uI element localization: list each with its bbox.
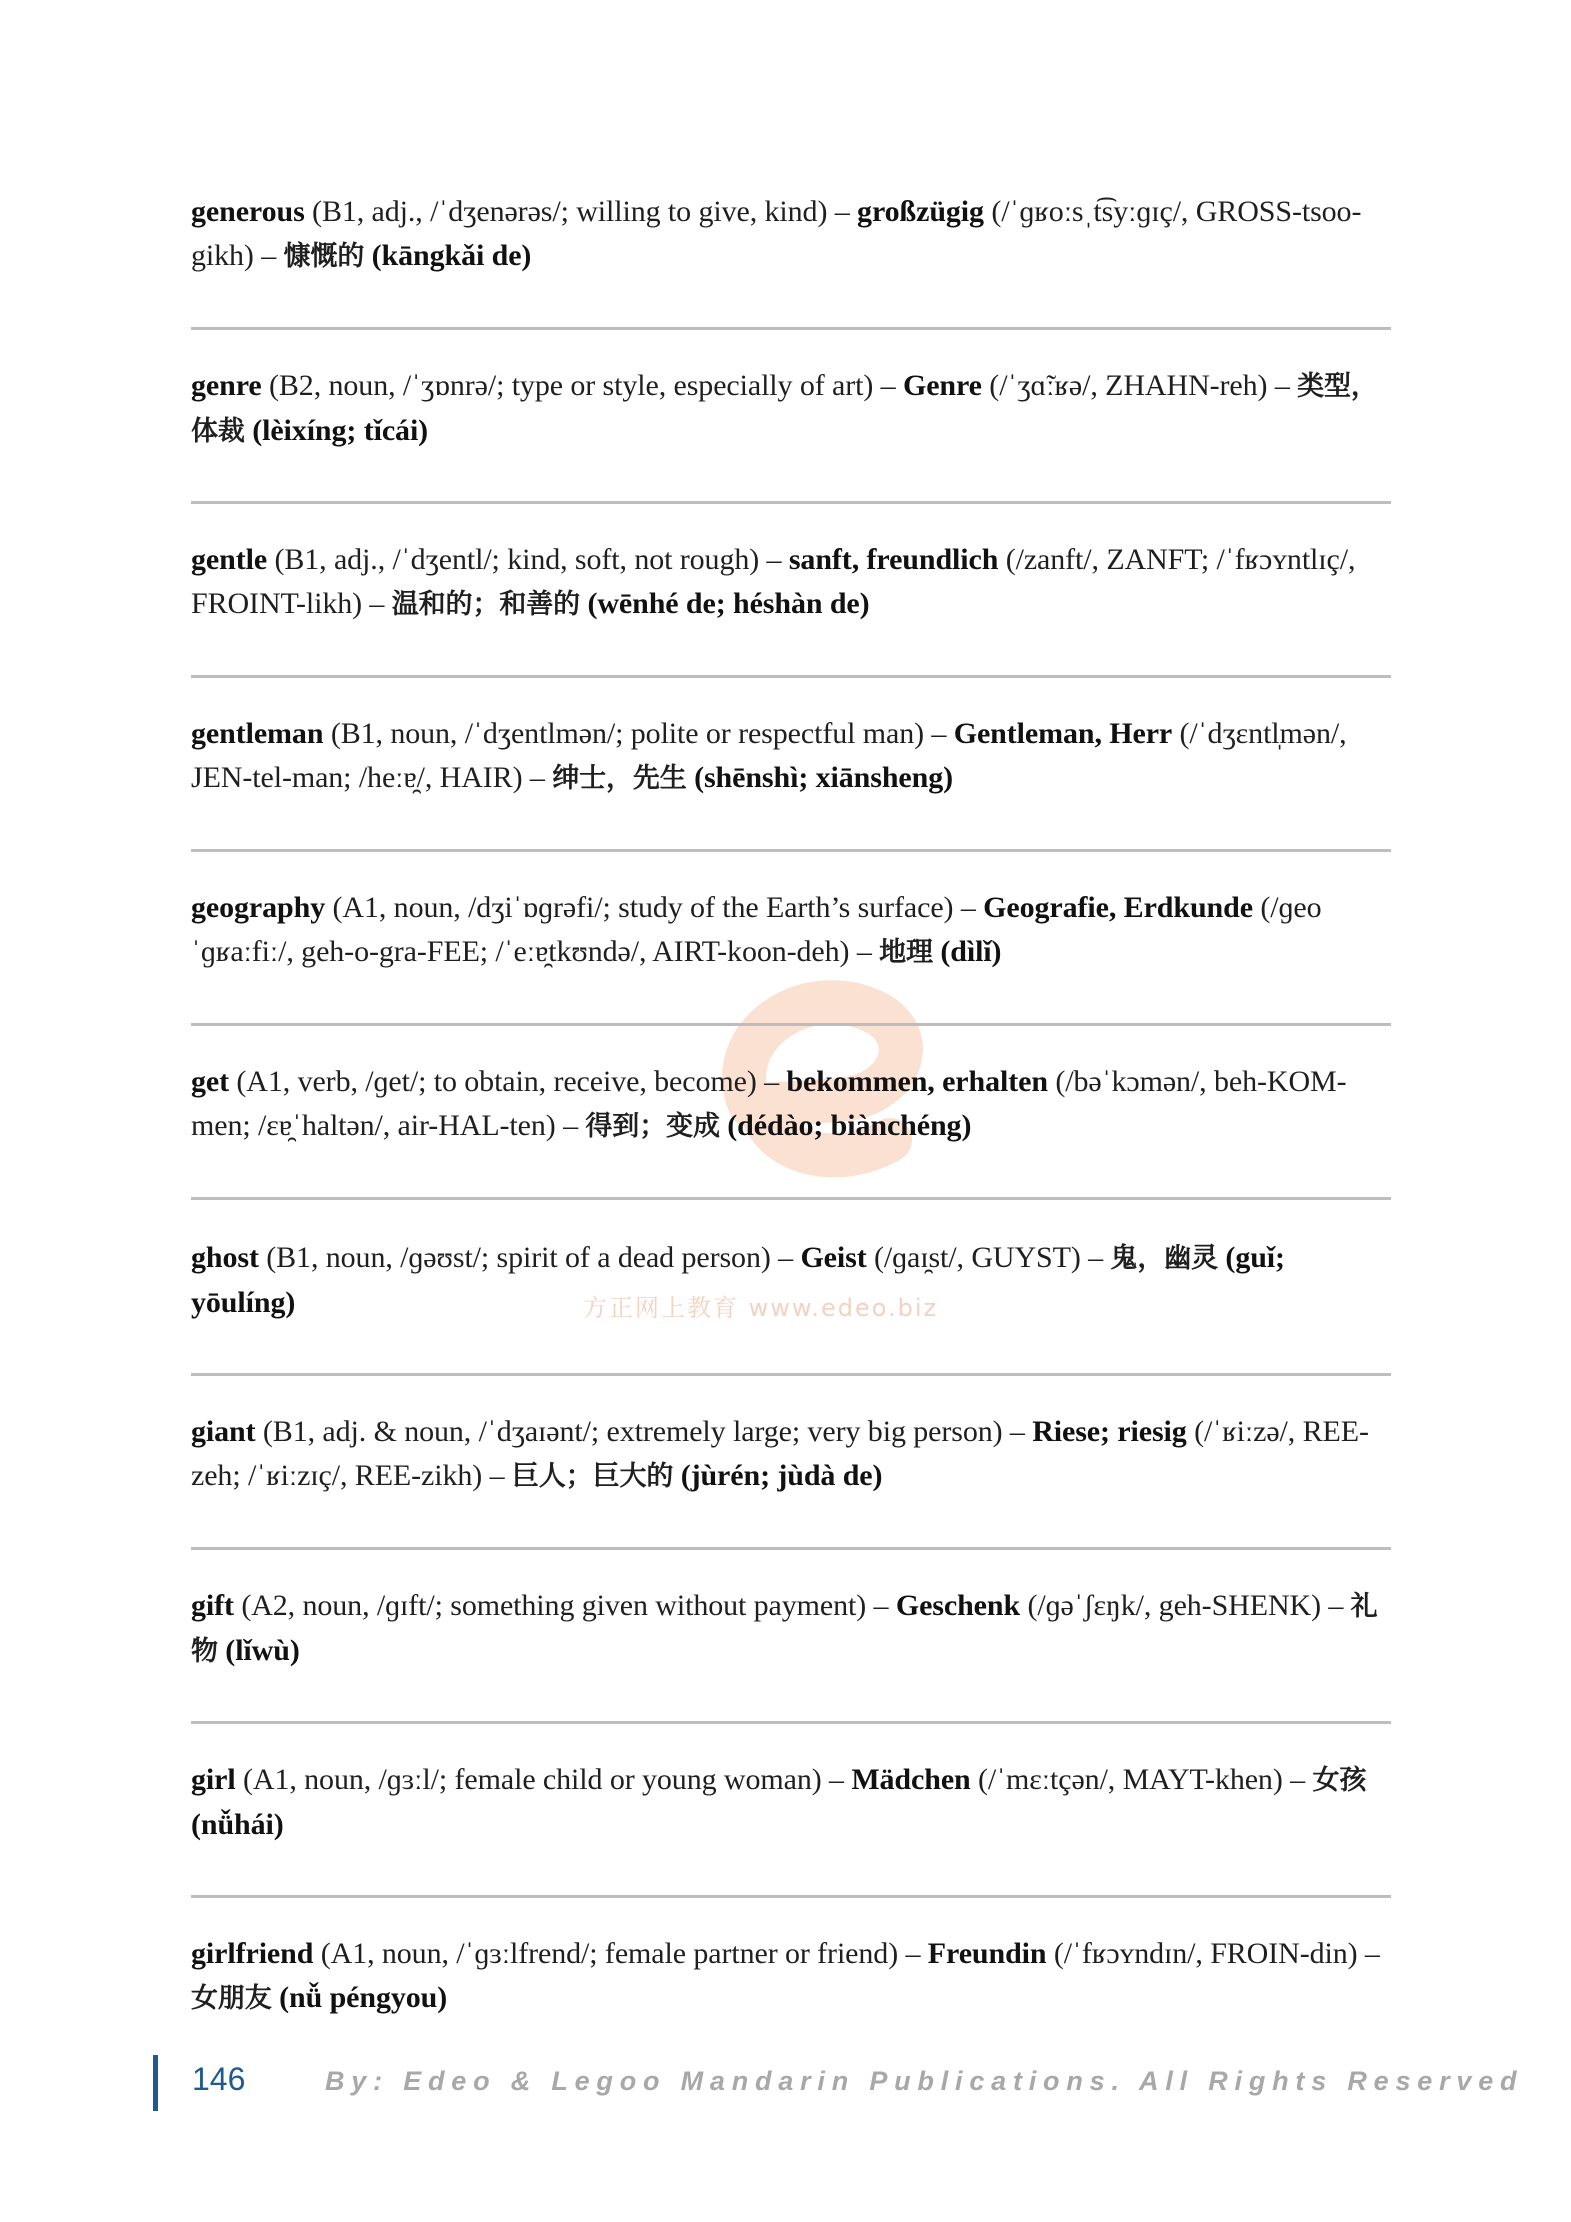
chinese-word: 女孩 (1312, 1765, 1367, 1796)
german-word: Genre (902, 369, 982, 402)
entry-divider (191, 1721, 1391, 1724)
chinese-word: 礼物 (191, 1591, 1378, 1667)
dictionary-entry (191, 1236, 1391, 1325)
entry-info: (B1, noun, /ɡəʊst/; spirit of a dead person) – (258, 1241, 801, 1274)
entry-info: (A2, noun, /ɡɪft/; something given without payment) – (233, 1589, 896, 1622)
english-word: gentle (191, 543, 268, 576)
german-word: sanft, freundlich (788, 543, 999, 576)
entry-divider (191, 327, 1391, 330)
english-word: giant (191, 1415, 256, 1448)
pinyin: (jùrén; jùdà de) (673, 1459, 883, 1492)
dictionary-entry (191, 1932, 1391, 2021)
chinese-word: 类型，体裁 (191, 371, 1378, 447)
german-pronunciation: (/ɡəˈʃɛŋk/, geh-SHENK) – (1020, 1589, 1351, 1622)
pinyin: (lèixíng; tǐcái) (244, 414, 429, 447)
german-word: großzügig (857, 195, 984, 228)
chinese-word: 温和的；和善的 (391, 589, 581, 620)
german-pronunciation: (/bəˈkɔmən/, beh-KOM-men; /ɛɐ̯ˈhaltən/, air-HAL-ten) – (191, 1065, 1347, 1142)
chinese-word: 地理 (879, 937, 933, 968)
entry-divider (191, 501, 1391, 504)
dictionary-entry (191, 364, 1391, 454)
entry-info: (B1, adj., /ˈdʒenərəs/; willing to give, kind) – (304, 195, 858, 228)
english-word: gentleman (191, 717, 324, 750)
german-word: Geschenk (895, 1589, 1021, 1622)
chinese-word: 女朋友 (191, 1983, 272, 2014)
german-word: Mädchen (851, 1763, 971, 1796)
german-word: Geografie, Erdkunde (983, 891, 1253, 924)
german-word: Riese; riesig (1032, 1415, 1187, 1448)
dictionary-entry (191, 190, 1391, 279)
german-pronunciation: (/ˈʒɑ̃ːʁə/, ZHAHN-reh) – (981, 369, 1298, 402)
pinyin: (nǚ péngyou) (271, 1981, 448, 2014)
pinyin: (dìlǐ) (932, 935, 1002, 968)
chinese-word: 巨人；巨大的 (511, 1461, 674, 1492)
entry-divider (191, 675, 1391, 678)
english-word: girlfriend (191, 1937, 314, 1970)
english-word: geography (191, 891, 326, 924)
dictionary-entry (191, 1410, 1391, 1499)
watermark-text: 方正网上教育 www.edeo.biz (583, 1294, 939, 1322)
german-pronunciation: (/ˈfʁɔʏndɪn/, FROIN-din) – (1046, 1937, 1380, 1970)
chinese-word: 得到；变成 (585, 1111, 720, 1142)
entry-divider (191, 1547, 1391, 1550)
german-pronunciation: (/ˈɡʁoːsˌt͡syːɡɪç/, GROSS-tsoo-gikh) – (191, 195, 1362, 272)
chinese-word: 鬼，幽灵 (1110, 1243, 1219, 1274)
english-word: genre (191, 369, 262, 402)
chinese-word: 慷慨的 (283, 241, 365, 272)
pinyin: (nǚhái) (191, 1808, 284, 1841)
german-pronunciation: (/zanft/, ZANFT; /ˈfʁɔʏntlɪç/, FROINT-likh) – (191, 543, 1356, 620)
pinyin: (wēnhé de; héshàn de) (580, 587, 870, 620)
footer-accent-bar (153, 2055, 158, 2111)
entry-info: (A1, noun, /ˈɡɜːlfrend/; female partner or friend) – (313, 1937, 928, 1970)
entry-info: (B1, noun, /ˈdʒentlmən/; polite or respectful man) – (323, 717, 954, 750)
english-word: ghost (191, 1241, 259, 1274)
german-pronunciation: (/ɡeoˈɡʁaːfiː/, geh-o-gra-FEE; /ˈeːɐ̯tkʊndə/, AIRT-koon-deh) – (191, 891, 1322, 968)
dictionary-entry (191, 886, 1391, 975)
english-word: girl (191, 1763, 236, 1796)
german-pronunciation: (/ˈdʒɛntl̩mən/, JEN-tel-man; /heːɐ̯/, HAIR) – (191, 717, 1347, 794)
dictionary-entry (191, 1584, 1391, 1674)
entry-divider (191, 849, 1391, 852)
german-pronunciation: (/ˈʁiːzə/, REE-zeh; /ˈʁiːzɪç/, REE-zikh) – (191, 1415, 1369, 1492)
dictionary-entry (191, 1060, 1391, 1149)
entry-info: (B2, noun, /ˈʒɒnrə/; type or style, especially of art) – (261, 369, 903, 402)
footer-copyright: By: Edeo & Legoo Mandarin Publications. All Rights Reserved (325, 2066, 1524, 2096)
german-pronunciation: (/ˈmɛːtçən/, MAYT-khen) – (970, 1763, 1313, 1796)
pinyin: (shēnshì; xiānsheng) (686, 761, 953, 794)
german-word: Geist (800, 1241, 867, 1274)
dictionary-entry (191, 712, 1391, 801)
entry-divider (191, 1373, 1391, 1376)
entry-divider (191, 1197, 1391, 1200)
english-word: gift (191, 1589, 234, 1622)
entry-divider (191, 1895, 1391, 1898)
dictionary-entry (191, 538, 1391, 627)
entry-info: (B1, adj., /ˈdʒentl/; kind, soft, not rough) – (267, 543, 789, 576)
pinyin: (dédào; biànchéng) (719, 1109, 972, 1142)
page-number: 146 (192, 2061, 246, 2097)
english-word: generous (191, 195, 305, 228)
german-pronunciation: (/ɡaɪ̯st/, GUYST) – (866, 1241, 1111, 1274)
german-word: Freundin (927, 1937, 1047, 1970)
chinese-word: 绅士，先生 (552, 763, 687, 794)
german-word: bekommen, erhalten (786, 1065, 1048, 1098)
dictionary-entry (191, 1758, 1391, 1847)
entry-info: (A1, noun, /ɡɜːl/; female child or young woman) – (235, 1763, 852, 1796)
entry-info: (A1, verb, /ɡet/; to obtain, receive, become) – (229, 1065, 787, 1098)
entry-info: (A1, noun, /dʒiˈɒɡrəfi/; study of the Earth’s surface) – (325, 891, 984, 924)
german-word: Gentleman, Herr (953, 717, 1173, 750)
entry-divider (191, 1023, 1391, 1026)
pinyin: (lǐwù) (217, 1634, 300, 1667)
english-word: get (191, 1065, 230, 1098)
entry-info: (B1, adj. & noun, /ˈdʒaɪənt/; extremely large; very big person) – (255, 1415, 1033, 1448)
pinyin: (kāngkǎi de) (364, 239, 532, 272)
pinyin: (guǐ; yōulíng) (191, 1241, 1285, 1319)
